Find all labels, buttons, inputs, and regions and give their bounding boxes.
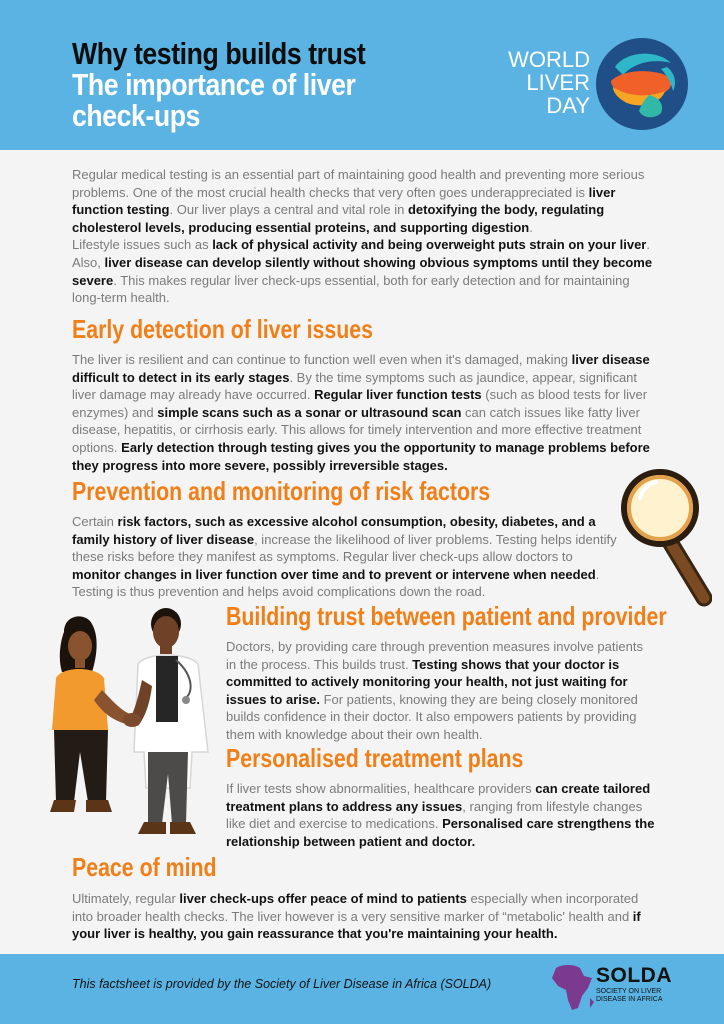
body-text: . By the time symptoms such as jaundice, appear, significant liver damage may already have occurred. [72,369,638,403]
body-text: Certain [72,514,118,529]
title-line-3: check-ups [72,98,201,133]
body-text: Lifestyle issues such as [72,237,213,253]
treatment-body [226,780,658,850]
emphasis-text: Early detection through testing gives you the opportunity to manage problems before they progress into more severe, possibly irreversible stages. [72,439,650,473]
logo-word-1: WORLD [508,47,590,72]
body-text: especially when incorporated into broader health checks. The liver however is a very sensitive marker of “metabolic' health and [72,891,639,924]
body-text: , ranging from lifestyle changes like diet and exercise to medications. [226,798,643,832]
body-text: The liver is resilient and can continue to function well even when it's damaged, making [72,352,572,367]
body-text: For patients, knowing they are being closely monitored builds confidence in their doctor. It also empowers patients by providing them with knowledge about their own health. [226,691,638,742]
emphasis-text: monitor changes in liver function over time and to prevent or intervene when needed [72,566,596,582]
body-text: (such as blood tests for liver enzymes) and [72,387,648,420]
solda-subtitle [596,988,663,1004]
emphasis-text: Testing shows that your doctor is committed to actively monitoring your health, not just waiting for issues to arise. [226,656,628,707]
title-line-2: The importance of liver [72,67,356,102]
solda-subtitle-line-2: DISEASE IN AFRICA [596,996,663,1003]
footer-credit: This factsheet is provided by the Society of Liver Disease in Africa (SOLDA) [72,977,492,991]
peace-body [72,890,662,943]
solda-wordmark: SOLDA [596,964,672,987]
header-banner [0,0,724,150]
body-text: Doctors, by providing care through prevention measures involve patients in the process. This builds trust. [226,639,643,672]
logo-word-2: LIVER [526,70,590,95]
body-text: . [529,219,533,235]
treatment-paragraph [226,780,658,850]
page-title [72,38,365,131]
trust-heading: Building trust between patient and provider [226,601,667,631]
intro-section [72,166,656,307]
prevention-body [72,513,620,601]
intro-paragraph [72,166,656,307]
emphasis-text: Personalised care strengthens the relationship between patient and doctor. [226,816,655,849]
logo-word-3: DAY [546,93,590,118]
world-liver-day-logo-icon [595,37,689,131]
emphasis-text: simple scans such as a sonar or ultrasound scan [157,404,462,420]
emphasis-text: detoxifying the body, regulating cholesterol levels, producing essential proteins, and supporting digestion [72,202,605,235]
trust-body [226,638,656,744]
body-text: . Our liver plays a central and vital role in [169,202,408,218]
emphasis-text: risk factors, such as excessive alcohol consumption, obesity, diabetes, and a family history of liver disease [72,514,596,547]
peace-heading: Peace of mind [72,852,217,882]
emphasis-text: Regular liver function tests [314,387,482,403]
emphasis-text: liver function testing [72,184,616,218]
body-text: . Also, [72,237,650,270]
body-text: Regular medical testing is an essential part of maintaining good health and preventing more serious problems. One of the most crucial health checks that very often goes underappreciated is [72,167,645,200]
prevention-heading: Prevention and monitoring of risk factors [72,476,491,506]
early-detection-paragraph [72,351,656,474]
body-text: If liver tests show abnormalities, healthcare providers [226,781,536,796]
early-detection-section [72,314,656,344]
treatment-heading: Personalised treatment plans [226,743,524,773]
africa-map-icon [548,960,598,1012]
trust-section [226,601,667,631]
emphasis-text: liver disease can develop silently without showing obvious symptoms until they become severe [72,254,653,288]
patient-doctor-handshake-icon [42,602,218,846]
emphasis-text: lack of physical activity and being overweight puts strain on your liver [212,237,647,253]
body-text: Ultimately, regular [72,891,180,906]
emphasis-text: can create tailored treatment plans to address any issues [226,781,651,814]
emphasis-text: if your liver is healthy, you gain reassurance that you're maintaining your health. [72,908,641,942]
body-text: . This makes regular liver check-ups essential, both for early detection and for maintaining long-term health. [72,272,630,306]
body-text: can catch issues like fatty liver disease, hepatitis, or cirrhosis early. This allows for timely intervention and more effective treatment options. [72,404,642,455]
emphasis-text: liver check-ups offer peace of mind to patients [179,891,467,906]
treatment-section [226,743,658,773]
title-line-1: Why testing builds trust [72,36,366,71]
peace-section [72,852,656,882]
early-detection-heading: Early detection of liver issues [72,314,373,344]
body-text: . Testing is thus prevention and helps avoid complications down the road. [72,566,600,600]
peace-paragraph [72,890,662,943]
solda-subtitle-line-1: SOCIETY ON LIVER [596,988,662,995]
prevention-section [72,476,656,506]
prevention-paragraph [72,513,620,601]
early-detection-body [72,351,656,474]
body-text: , increase the likelihood of liver problems. Testing helps identify these risks before they manifest as symptoms. Regular liver check-ups allow doctors to [72,531,617,565]
magnifying-glass-icon [616,466,712,608]
emphasis-text: liver disease difficult to detect in its early stages [72,352,650,385]
trust-paragraph [226,638,656,744]
world-liver-day-wordmark [498,48,590,117]
